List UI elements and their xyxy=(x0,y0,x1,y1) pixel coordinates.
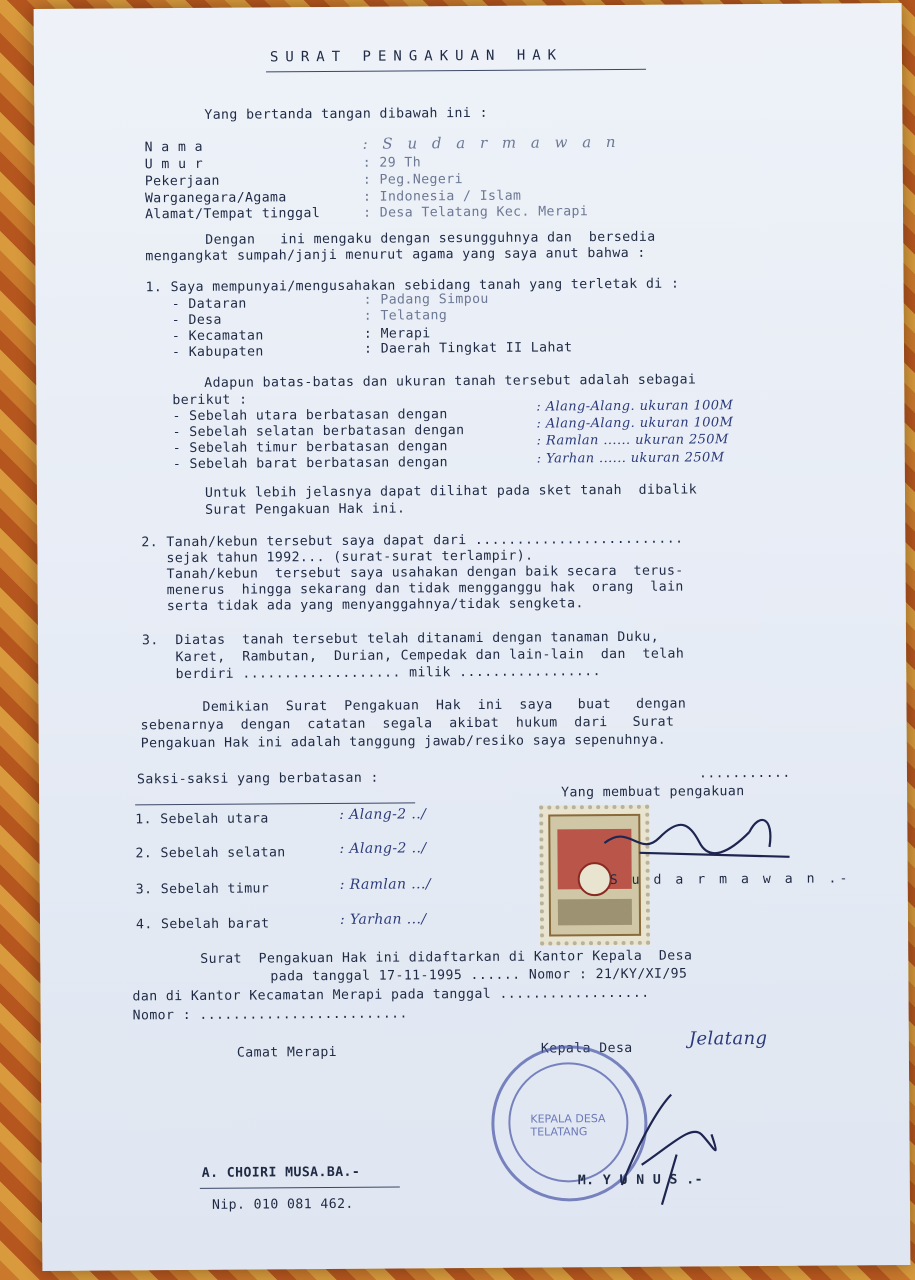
camat-label: Camat Merapi xyxy=(236,1044,338,1061)
maker-name: S u d a r m a w a n .- xyxy=(609,871,851,889)
item2-line: Tanah/kebun tersebut saya usahakan dengan baik secara terus- xyxy=(141,563,684,583)
document-title: SURAT PENGAKUAN HAK xyxy=(269,47,564,66)
title-underline xyxy=(266,69,646,73)
identity-label: U m u r xyxy=(144,156,204,173)
identity-label: N a m a xyxy=(144,139,204,156)
boundary-label: - Sebelah barat berbatasan dengan xyxy=(172,455,449,473)
witness-label: 2. Sebelah selatan xyxy=(135,845,286,862)
location-label: - Kabupaten xyxy=(171,344,264,361)
location-label: - Dataran xyxy=(171,296,247,313)
item3-line: Karet, Rambutan, Durian, Cempedak dan lain-lain dan telah xyxy=(142,646,685,666)
item2-line: sejak tahun 1992... (surat-surat terlampir). xyxy=(141,548,534,567)
document-paper xyxy=(34,3,911,1271)
identity-label: Warganegara/Agama xyxy=(144,190,287,207)
boundary-intro-line: Adapun batas-batas dan ukuran tanah tersebut adalah sebagai xyxy=(204,372,697,391)
boundary-label: - Sebelah utara berbatasan dengan xyxy=(172,407,448,425)
identity-label: Alamat/Tempat tinggal xyxy=(144,206,321,223)
boundary-intro-line: berikut : xyxy=(172,392,248,409)
kades-name: M. Y U N U S .- xyxy=(577,1172,703,1189)
witness-label: 4. Sebelah barat xyxy=(135,916,270,933)
location-value: : Merapi xyxy=(363,326,431,342)
boundary-label: - Sebelah timur berbatasan dengan xyxy=(172,439,448,457)
item2-line: 2. Tanah/kebun tersebut saya dapat dari ......................... xyxy=(141,531,684,551)
seal-text: KEPALA DESA TELATANG xyxy=(530,1112,606,1139)
identity-value: : Indonesia / Islam xyxy=(362,188,522,205)
camat-name-rule xyxy=(200,1187,400,1189)
registration-line: dan di Kantor Kecamatan Merapi pada tanggal .................. xyxy=(132,985,650,1005)
closing-line: sebenarnya dengan catatan segala akibat hukum dari Surat xyxy=(140,714,675,734)
maker-dots: ........... xyxy=(698,765,791,782)
boundary-value: : Yarhan ...... ukuran 250M xyxy=(536,450,725,467)
identity-value: : Desa Telatang Kec. Merapi xyxy=(362,204,589,221)
kades-label: Kepala Desa xyxy=(540,1040,633,1057)
location-label: - Kecamatan xyxy=(171,328,264,345)
item2-line: serta tidak ada yang menyanggahnya/tidak sengketa. xyxy=(141,596,584,615)
item2-line: menerus hingga sekarang dan tidak mengganggu hak orang lain xyxy=(141,579,684,599)
location-label: - Desa xyxy=(171,312,222,329)
boundary-value: : Ramlan ...... ukuran 250M xyxy=(536,432,729,449)
witness-value: : Yarhan .../ xyxy=(339,911,427,928)
oath-line: mengangkat sumpah/janji menurut agama yang saya anut bahwa : xyxy=(145,245,646,265)
witness-rule xyxy=(135,802,415,805)
camat-nip: Nip. 010 081 462. xyxy=(211,1196,354,1213)
closing-line: Pengakuan Hak ini adalah tanggung jawab/resiko saya sepenuhnya. xyxy=(140,732,667,752)
oath-line: Dengan ini mengaku dengan sesungguhnya dan bersedia xyxy=(205,229,656,248)
identity-label: Pekerjaan xyxy=(144,173,220,190)
item3-line: berdiri ................... milik ................. xyxy=(142,664,601,683)
identity-value: : Peg.Negeri xyxy=(362,172,463,188)
witness-label: 3. Sebelah timur xyxy=(135,881,270,898)
camat-name: A. CHOIRI MUSA.BA.- xyxy=(201,1164,361,1181)
item3-line: 3. Diatas tanah tersebut telah ditanami dengan tanaman Duku, xyxy=(141,629,660,649)
item1-heading: 1. Saya mempunyai/mengusahakan sebidang tanah yang terletak di : xyxy=(145,276,680,296)
sketch-note-line: Surat Pengakuan Hak ini. xyxy=(205,501,406,518)
registration-line: pada tanggal 17-11-1995 ...... Nomor : 21/KY/XI/95 xyxy=(270,966,688,985)
identity-value: : S u d a r m a w a n xyxy=(362,132,621,153)
witness-value: : Alang-2 ../ xyxy=(339,806,427,823)
witness-label: 1. Sebelah utara xyxy=(135,811,269,828)
witness-value: : Ramlan .../ xyxy=(339,876,431,893)
sketch-note-line: Untuk lebih jelasnya dapat dilihat pada sket tanah dibalik xyxy=(204,482,698,501)
registration-line: Nomor : ......................... xyxy=(132,1006,408,1024)
kades-handwritten-place: Jelatang xyxy=(688,1027,768,1050)
location-value: : Padang Simpou xyxy=(363,291,489,308)
witness-heading: Saksi-saksi yang berbatasan : xyxy=(136,770,379,788)
intro-text: Yang bertanda tangan dibawah ini : xyxy=(204,105,488,123)
boundary-value: : Alang-Alang. ukuran 100M xyxy=(536,415,734,432)
kades-signature xyxy=(601,1074,752,1215)
identity-value: : 29 Th xyxy=(362,155,422,171)
registration-line: Surat Pengakuan Hak ini didaftarkan di Kantor Kepala Desa xyxy=(200,948,693,967)
location-value: : Daerah Tingkat II Lahat xyxy=(363,340,573,357)
witness-value: : Alang-2 ../ xyxy=(339,840,427,857)
boundary-value: : Alang-Alang. ukuran 100M xyxy=(536,398,734,415)
boundary-label: - Sebelah selatan berbatasan dengan xyxy=(172,423,465,441)
closing-line: Demikian Surat Pengakuan Hak ini saya buat dengan xyxy=(202,696,687,715)
maker-signature xyxy=(599,802,799,873)
location-value: : Telatang xyxy=(363,308,448,324)
maker-label: Yang membuat pengakuan xyxy=(561,784,745,801)
